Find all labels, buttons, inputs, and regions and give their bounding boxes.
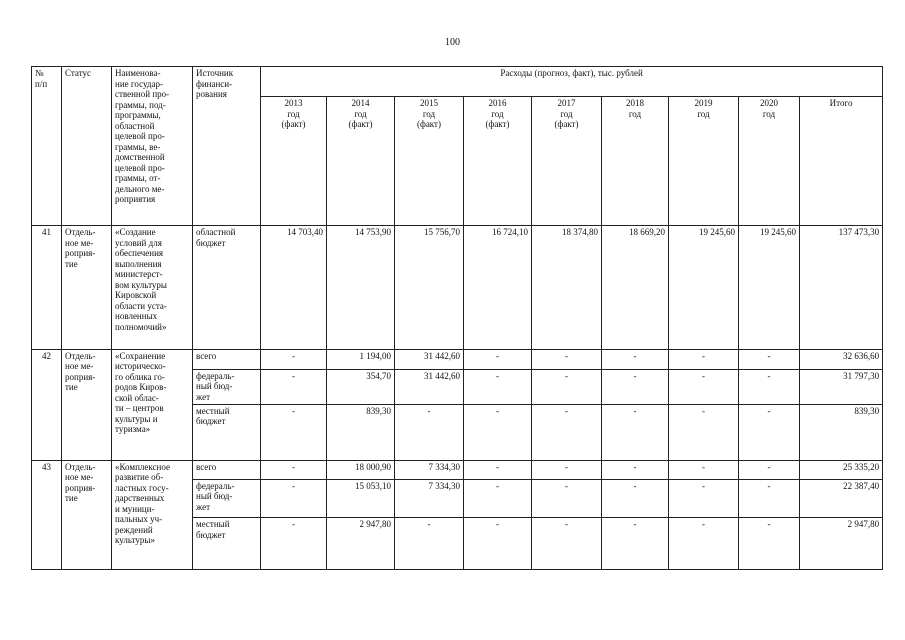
row-total: 137 473,30 bbox=[800, 226, 883, 350]
header-year-year: 2016 bbox=[488, 98, 507, 108]
row-value-2018: - bbox=[602, 349, 669, 369]
header-year-2019 bbox=[669, 97, 739, 226]
row-status: Отдель- ное ме- роприя- тие bbox=[62, 349, 112, 460]
row-value-2015: 15 756,70 bbox=[395, 226, 464, 350]
row-value-2018: - bbox=[602, 479, 669, 518]
row-source: всего bbox=[193, 349, 261, 369]
row-source: федераль- ный бюд- жет bbox=[193, 369, 261, 404]
budget-table bbox=[31, 66, 883, 570]
row-number: 42 bbox=[32, 349, 62, 460]
row-value-2019: - bbox=[669, 404, 739, 460]
row-source: областной бюджет bbox=[193, 226, 261, 350]
row-value-2014: 1 194,00 bbox=[327, 349, 395, 369]
row-value-2013: - bbox=[261, 460, 327, 479]
row-value-2018: - bbox=[602, 404, 669, 460]
header-year-line2: год bbox=[560, 108, 573, 119]
row-value-2016: - bbox=[464, 349, 532, 369]
header-year-year: 2017 bbox=[557, 98, 576, 108]
row-value-2016: - bbox=[464, 479, 532, 518]
row-total: 25 335,20 bbox=[800, 460, 883, 479]
row-value-2016: - bbox=[464, 369, 532, 404]
row-status: Отдель- ное ме- роприя- тие bbox=[62, 226, 112, 350]
table-row bbox=[32, 460, 883, 479]
header-year-line3: (факт) bbox=[554, 119, 579, 129]
row-total: 22 387,40 bbox=[800, 479, 883, 518]
row-value-2015: 31 442,60 bbox=[395, 369, 464, 404]
row-value-2016: - bbox=[464, 518, 532, 570]
header-year-line3: (факт) bbox=[281, 119, 306, 129]
header-year-2018 bbox=[602, 97, 669, 226]
row-value-2013: - bbox=[261, 518, 327, 570]
row-value-2015: - bbox=[395, 518, 464, 570]
row-value-2018: 18 669,20 bbox=[602, 226, 669, 350]
header-year-year: 2015 bbox=[420, 98, 438, 108]
row-value-2017: - bbox=[532, 349, 602, 369]
row-status: Отдель- ное ме- роприя- тие bbox=[62, 460, 112, 569]
header-year-2020 bbox=[739, 97, 800, 226]
row-name: «Комплексное развитие об- ластных госу- дарственных и муници- пальных уч- реждений культуры» bbox=[112, 460, 193, 569]
header-total: Итого bbox=[800, 97, 883, 226]
row-value-2020: - bbox=[739, 349, 800, 369]
row-value-2014: 839,30 bbox=[327, 404, 395, 460]
header-status: Статус bbox=[62, 67, 112, 226]
header-year-line3: (факт) bbox=[485, 119, 510, 129]
header-year-2016 bbox=[464, 97, 532, 226]
header-year-line2: год bbox=[762, 108, 776, 119]
header-year-line2: год bbox=[628, 108, 642, 119]
row-value-2017: - bbox=[532, 404, 602, 460]
header-year-year: 2014 bbox=[351, 98, 370, 108]
row-total: 32 636,60 bbox=[800, 349, 883, 369]
table-row bbox=[32, 349, 883, 369]
row-value-2013: - bbox=[261, 404, 327, 460]
header-year-line3: (факт) bbox=[416, 119, 441, 129]
row-total: 2 947,80 bbox=[800, 518, 883, 570]
row-value-2013: - bbox=[261, 479, 327, 518]
header-year-2013 bbox=[261, 97, 327, 226]
row-value-2018: - bbox=[602, 518, 669, 570]
row-value-2014: 15 053,10 bbox=[327, 479, 395, 518]
header-year-2017 bbox=[532, 97, 602, 226]
header-year-line2: год bbox=[287, 108, 300, 119]
header-year-line2: год bbox=[354, 108, 367, 119]
row-value-2016: - bbox=[464, 460, 532, 479]
row-value-2017: - bbox=[532, 369, 602, 404]
header-number: № п/п bbox=[32, 67, 62, 226]
row-value-2019: - bbox=[669, 518, 739, 570]
row-source: федераль- ный бюд- жет bbox=[193, 479, 261, 518]
row-source: всего bbox=[193, 460, 261, 479]
row-value-2013: - bbox=[261, 349, 327, 369]
row-source: местный бюджет bbox=[193, 518, 261, 570]
row-value-2015: 7 334,30 bbox=[395, 479, 464, 518]
header-year-2014 bbox=[327, 97, 395, 226]
row-value-2019: - bbox=[669, 460, 739, 479]
row-value-2015: 7 334,30 bbox=[395, 460, 464, 479]
row-value-2019: - bbox=[669, 369, 739, 404]
row-value-2017: - bbox=[532, 479, 602, 518]
header-year-line2: год bbox=[491, 108, 504, 119]
row-value-2020: - bbox=[739, 460, 800, 479]
header-year-line2: год bbox=[697, 108, 710, 119]
header-name: Наименова- ние государ- ственной про- граммы, под- программы, областной целевой про- граммы, ве- домственной целевой про- граммы, от- дельного ме- роприятия bbox=[112, 67, 193, 226]
row-source: местный бюджет bbox=[193, 404, 261, 460]
row-value-2020: 19 245,60 bbox=[739, 226, 800, 350]
header-year-year: 2013 bbox=[284, 98, 303, 108]
header-year-line2: год bbox=[422, 108, 436, 119]
row-value-2018: - bbox=[602, 460, 669, 479]
row-value-2013: 14 703,40 bbox=[261, 226, 327, 350]
row-value-2014: 2 947,80 bbox=[327, 518, 395, 570]
table-row bbox=[32, 226, 883, 350]
row-value-2019: - bbox=[669, 479, 739, 518]
row-value-2020: - bbox=[739, 404, 800, 460]
row-value-2019: 19 245,60 bbox=[669, 226, 739, 350]
row-total: 839,30 bbox=[800, 404, 883, 460]
row-value-2017: - bbox=[532, 518, 602, 570]
row-value-2014: 18 000,90 bbox=[327, 460, 395, 479]
row-value-2014: 354,70 bbox=[327, 369, 395, 404]
row-value-2013: - bbox=[261, 369, 327, 404]
header-expenses: Расходы (прогноз, факт), тыс. рублей bbox=[261, 67, 883, 97]
row-number: 41 bbox=[32, 226, 62, 350]
row-value-2016: 16 724,10 bbox=[464, 226, 532, 350]
row-value-2020: - bbox=[739, 369, 800, 404]
row-name: «Создание условий для обеспечения выполнения министерст- вом культуры Кировской области уста- новленных полномочий» bbox=[112, 226, 193, 350]
header-source: Источник финанси- рования bbox=[193, 67, 261, 226]
header-year-2015 bbox=[395, 97, 464, 226]
row-value-2015: - bbox=[395, 404, 464, 460]
row-value-2020: - bbox=[739, 479, 800, 518]
header-year-year: 2020 bbox=[760, 98, 778, 108]
header-year-year: 2018 bbox=[626, 98, 644, 108]
row-value-2014: 14 753,90 bbox=[327, 226, 395, 350]
row-number: 43 bbox=[32, 460, 62, 569]
row-total: 31 797,30 bbox=[800, 369, 883, 404]
row-value-2015: 31 442,60 bbox=[395, 349, 464, 369]
row-value-2017: - bbox=[532, 460, 602, 479]
row-value-2016: - bbox=[464, 404, 532, 460]
row-value-2019: - bbox=[669, 349, 739, 369]
header-year-year: 2019 bbox=[694, 98, 713, 108]
row-value-2020: - bbox=[739, 518, 800, 570]
page-number: 100 bbox=[445, 37, 460, 48]
row-value-2018: - bbox=[602, 369, 669, 404]
row-value-2017: 18 374,80 bbox=[532, 226, 602, 350]
header-year-line3: (факт) bbox=[348, 119, 373, 129]
row-name: «Сохранение историческо- го облика го- родов Киров- ской облас- ти – центров культуры и туризма» bbox=[112, 349, 193, 460]
